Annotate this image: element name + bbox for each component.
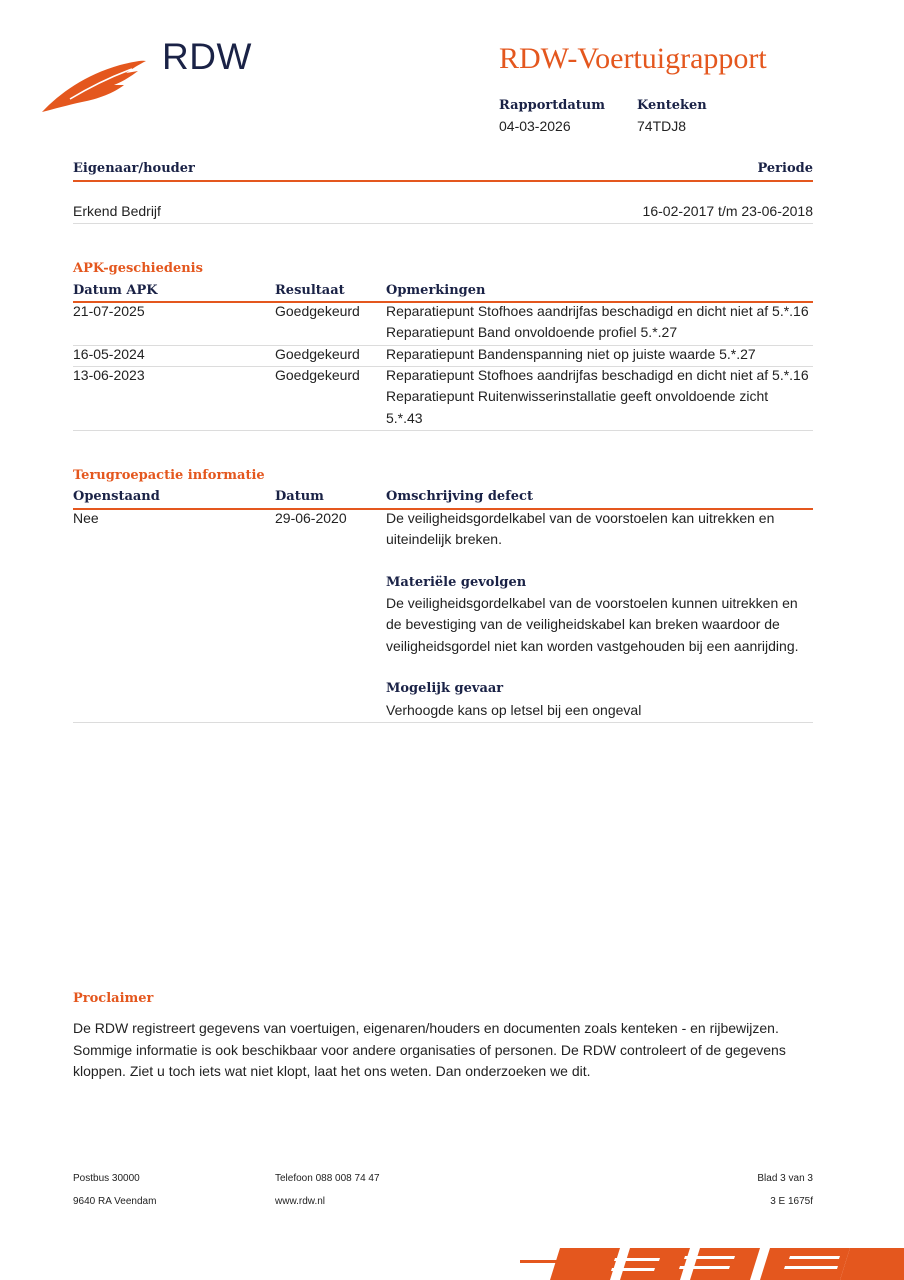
apk-col-result: Resultaat — [275, 283, 345, 298]
recall-section-title: Terugroepactie informatie — [73, 468, 265, 483]
decorative-stripes-icon — [520, 1240, 904, 1280]
report-title: RDW-Voertuigrapport — [499, 42, 767, 75]
recall-open-value: Nee — [73, 510, 99, 526]
footer-address-line2: 9640 RA Veendam — [73, 1196, 157, 1207]
recall-defect-line: De veiligheidsgordelkabel van de voorstoelen kan uitrekken en — [386, 510, 775, 526]
apk-row-result: Goedgekeurd — [275, 346, 360, 362]
plate-number: 74TDJ8 — [637, 118, 687, 134]
owner-row-divider — [73, 223, 813, 224]
proclaimer-line: De RDW registreert gegevens van voertuigen, eigenaren/houders en documenten zoals kenteken - en rijbewijzen. — [73, 1020, 779, 1036]
recall-col-defect: Omschrijving defect — [386, 489, 533, 504]
footer-page-number: Blad 3 van 3 — [757, 1173, 813, 1184]
apk-row-date: 13-06-2023 — [73, 367, 145, 383]
footer-address-line1: Postbus 30000 — [73, 1173, 140, 1184]
recall-date-value: 29-06-2020 — [275, 510, 347, 526]
footer-document-code: 3 E 1675f — [770, 1196, 813, 1207]
recall-col-date: Datum — [275, 489, 324, 504]
rdw-logo-icon — [40, 55, 150, 115]
apk-col-date: Datum APK — [73, 283, 158, 298]
apk-row-date: 16-05-2024 — [73, 346, 145, 362]
consequences-line: de bevestiging van de veiligheidskabel kan breken waardoor de — [386, 616, 780, 632]
apk-row-remark: Reparatiepunt Stofhoes aandrijfas beschadigd en dicht niet af 5.*.16 — [386, 367, 809, 383]
owner-header-rule — [73, 180, 813, 182]
owner-value: Erkend Bedrijf — [73, 203, 161, 219]
apk-col-remarks: Opmerkingen — [386, 283, 486, 298]
apk-row-result: Goedgekeurd — [275, 367, 360, 383]
recall-defect-line: uiteindelijk breken. — [386, 531, 502, 547]
recall-row-divider — [73, 722, 813, 723]
footer-phone: Telefoon 088 008 74 47 — [275, 1173, 380, 1184]
consequences-line: veiligheidsgordel niet kan worden vastgehouden bij een aanrijding. — [386, 638, 799, 654]
apk-row-date: 21-07-2025 — [73, 303, 145, 319]
apk-row-divider — [73, 430, 813, 431]
proclaimer-line: Sommige informatie is ook beschikbaar voor andere organisaties of personen. De RDW controleert of de gegevens — [73, 1041, 786, 1058]
danger-heading: Mogelijk gevaar — [386, 681, 504, 696]
report-date: 04-03-2026 — [499, 118, 571, 134]
proclaimer-line: kloppen. Ziet u toch iets wat niet klopt, laat het ons weten. Dan onderzoeken we dit. — [73, 1063, 591, 1079]
apk-section-title: APK-geschiedenis — [73, 261, 203, 276]
logo-text: RDW — [162, 36, 252, 77]
consequences-heading: Materiële gevolgen — [386, 575, 527, 590]
owner-column-header: Eigenaar/houder — [73, 161, 195, 176]
apk-row-remark: Reparatiepunt Ruitenwisserinstallatie geeft onvoldoende zicht — [386, 388, 769, 404]
proclaimer-title: Proclaimer — [73, 991, 154, 1006]
apk-row-remark: 5.*.43 — [386, 410, 423, 426]
proclaimer-text — [73, 1018, 813, 1083]
footer-website[interactable]: www.rdw.nl — [275, 1196, 326, 1207]
apk-row-remark: Reparatiepunt Band onvoldoende profiel 5.*.27 — [386, 324, 678, 340]
danger-line: Verhoogde kans op letsel bij een ongeval — [386, 702, 642, 718]
apk-row-remark: Reparatiepunt Bandenspanning niet op juiste waarde 5.*.27 — [386, 346, 756, 362]
recall-col-open: Openstaand — [73, 489, 160, 504]
apk-row-result: Goedgekeurd — [275, 303, 360, 319]
apk-row-remark: Reparatiepunt Stofhoes aandrijfas beschadigd en dicht niet af 5.*.16 — [386, 303, 809, 319]
report-date-label: Rapportdatum — [499, 98, 605, 113]
consequences-line: De veiligheidsgordelkabel van de voorstoelen kunnen uitrekken en — [386, 595, 798, 611]
period-value: 16-02-2017 t/m 23-06-2018 — [642, 203, 813, 219]
plate-label: Kenteken — [637, 98, 707, 113]
period-column-header: Periode — [757, 161, 813, 176]
